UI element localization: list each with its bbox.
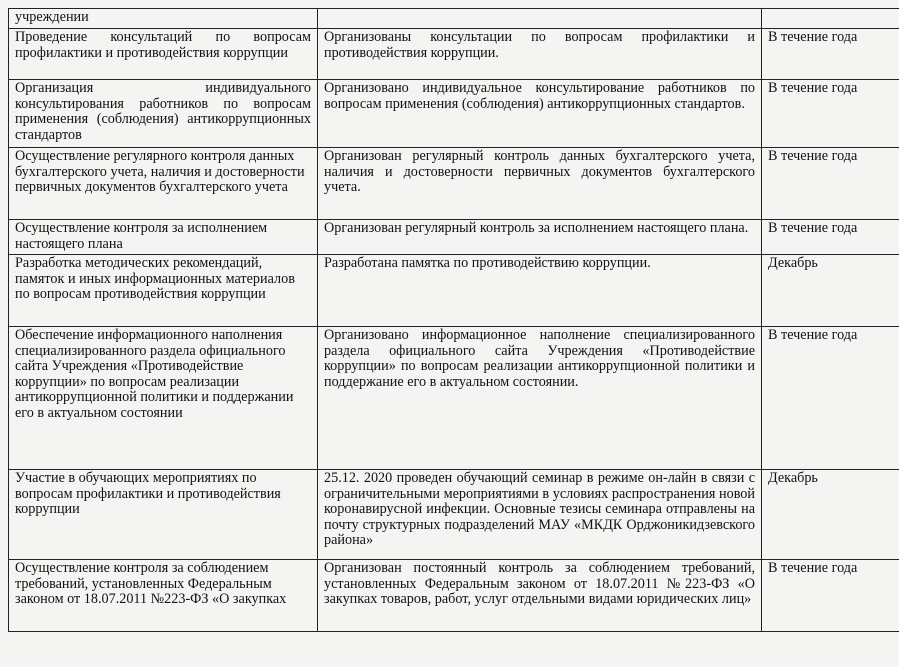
result-cell: Организовано индивидуальное консультирование работников по вопросам применения (соблюдения) антикоррупционных стандартов. [318, 80, 762, 148]
anticorruption-plan-table [8, 8, 899, 632]
activity-cell: Осуществление контроля за соблюдением требований, установленных Федеральным законом от 18.07.2011 №223-ФЗ «О закупках [9, 560, 318, 632]
term-cell: В течение года [762, 220, 899, 255]
table-row [9, 80, 899, 148]
activity-cell: Организация индивидуального консультирования работников по вопросам применения (соблюдения) антикоррупционных стандартов [9, 80, 318, 148]
activity-cell: учреждении [9, 9, 318, 29]
term-cell: В течение года [762, 29, 899, 80]
term-cell: В течение года [762, 148, 899, 220]
table-row [9, 470, 899, 560]
term-cell: В течение года [762, 327, 899, 470]
table-row [9, 255, 899, 327]
term-cell: В течение года [762, 80, 899, 148]
table-row [9, 9, 899, 29]
result-cell: 25.12. 2020 проведен обучающий семинар в режиме он-лайн в связи с ограничительными мероприятиями в условиях распространения новой коронавирусной инфекции. Основные тезисы семинара отправлены на почту структурных подразделений МАУ «МКДК Орджоникидзевского района» [318, 470, 762, 560]
result-cell: Организован регулярный контроль за исполнением настоящего плана. [318, 220, 762, 255]
term-cell [762, 9, 899, 29]
activity-cell: Осуществление контроля за исполнением настоящего плана [9, 220, 318, 255]
activity-cell: Проведение консультаций по вопросам профилактики и противодействия коррупции [9, 29, 318, 80]
result-cell: Организовано информационное наполнение специализированного раздела официального сайта Учреждения «Противодействие коррупции» по вопросам реализации антикоррупционной политики и поддержание его в актуальном состоянии. [318, 327, 762, 470]
activity-cell: Осуществление регулярного контроля данных бухгалтерского учета, наличия и достоверности первичных документов бухгалтерского учета [9, 148, 318, 220]
result-cell: Организован постоянный контроль за соблюдением требований, установленных Федеральным законом от 18.07.2011 №223-ФЗ «О закупках товаров, работ, услуг отдельными видами юридических лиц» [318, 560, 762, 632]
table-row [9, 148, 899, 220]
term-cell: Декабрь [762, 255, 899, 327]
table-row [9, 29, 899, 80]
activity-cell: Участие в обучающих мероприятиях по вопросам профилактики и противодействия коррупции [9, 470, 318, 560]
term-cell: Декабрь [762, 470, 899, 560]
activity-cell: Разработка методических рекомендаций, памяток и иных информационных материалов по вопросам противодействия коррупции [9, 255, 318, 327]
table-row [9, 220, 899, 255]
result-cell [318, 9, 762, 29]
table-row [9, 560, 899, 632]
result-cell: Разработана памятка по противодействию коррупции. [318, 255, 762, 327]
result-cell: Организован регулярный контроль данных бухгалтерского учета, наличия и достоверности первичных документов бухгалтерского учета. [318, 148, 762, 220]
term-cell: В течение года [762, 560, 899, 632]
table-row [9, 327, 899, 470]
result-cell: Организованы консультации по вопросам профилактики и противодействия коррупции. [318, 29, 762, 80]
activity-cell: Обеспечение информационного наполнения специализированного раздела официального сайта Учреждения «Противодействие коррупции» по вопросам реализации антикоррупционной политики и поддержании его в актуальном состоянии [9, 327, 318, 470]
